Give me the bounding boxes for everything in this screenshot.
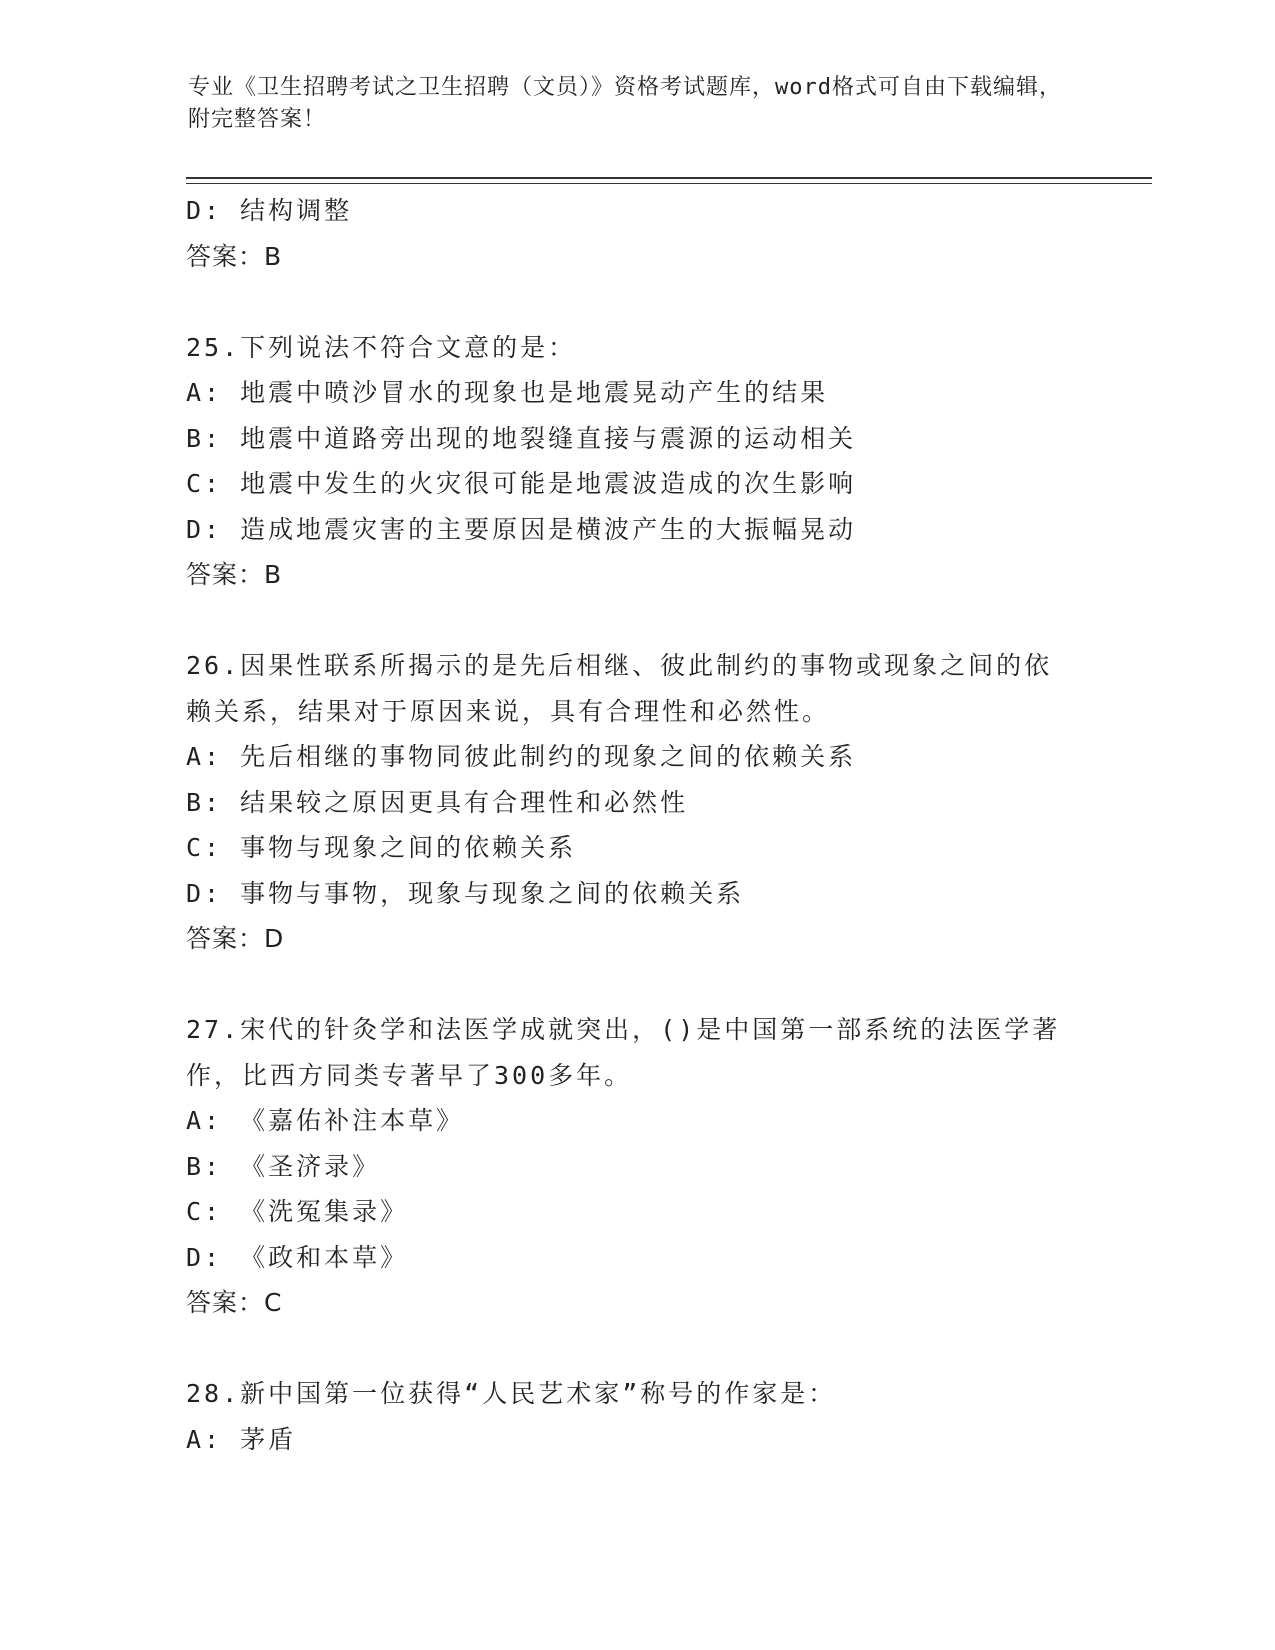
question-stem: 26.因果性联系所揭示的是先后相继、彼此制约的事物或现象之间的依 [186,651,1053,680]
question-stem: 27.宋代的针灸学和法医学成就突出，()是中国第一部系统的法医学著 [186,1015,1061,1044]
option-c: C: 《洗冤集录》 [186,1197,409,1226]
option-a: A: 地震中喷沙冒水的现象也是地震晃动产生的结果 [186,378,829,407]
question-stem-continued: 赖关系，结果对于原因来说，具有合理性和必然性。 [186,696,831,726]
question-26 [186,643,1146,962]
question-stem: 25.下列说法不符合文意的是： [186,332,577,362]
answer-line: 答案：C [186,1288,283,1317]
answer-line: 答案：D [186,924,285,953]
option-c: C: 地震中发生的火灾很可能是地震波造成的次生影响 [186,469,857,498]
answer-line: 答案：B [186,241,283,271]
spacer [186,1326,1146,1372]
option-b: B: 结果较之原因更具有合理性和必然性 [186,787,689,817]
option-d: D: 造成地震灾害的主要原因是横波产生的大振幅晃动 [186,514,857,544]
question-27 [186,1007,1146,1326]
option-a: A: 先后相继的事物同彼此制约的现象之间的依赖关系 [186,742,857,771]
option-d: D: 《政和本草》 [186,1242,409,1272]
option-b: B: 《圣济录》 [186,1151,381,1181]
option-c: C: 事物与现象之间的依赖关系 [186,833,577,862]
option-a: A: 茅盾 [186,1424,297,1454]
answer-line: 答案：B [186,560,283,589]
spacer [186,279,1146,325]
option-b: B: 地震中道路旁出现的地裂缝直接与震源的运动相关 [186,423,857,453]
question-list [186,188,1146,1462]
header-divider-thin [186,183,1152,184]
spacer [186,598,1146,644]
question-25 [186,325,1146,598]
question-28 [186,1371,1146,1462]
spacer [186,962,1146,1008]
page-header: 专业《卫生招聘考试之卫生招聘（文员）》资格考试题库，word格式可自由下载编辑，附完整答案！ [188,75,1062,132]
option-d: D: 事物与事物，现象与现象之间的依赖关系 [186,878,745,908]
option-d: D: 结构调整 [186,196,353,225]
header-divider-thick [186,177,1152,179]
question-stem: 28.新中国第一位获得“人民艺术家”称号的作家是： [186,1379,837,1408]
question-stem-continued: 作，比西方同类专著早了300多年。 [186,1060,633,1090]
option-a: A: 《嘉佑补注本草》 [186,1106,465,1135]
